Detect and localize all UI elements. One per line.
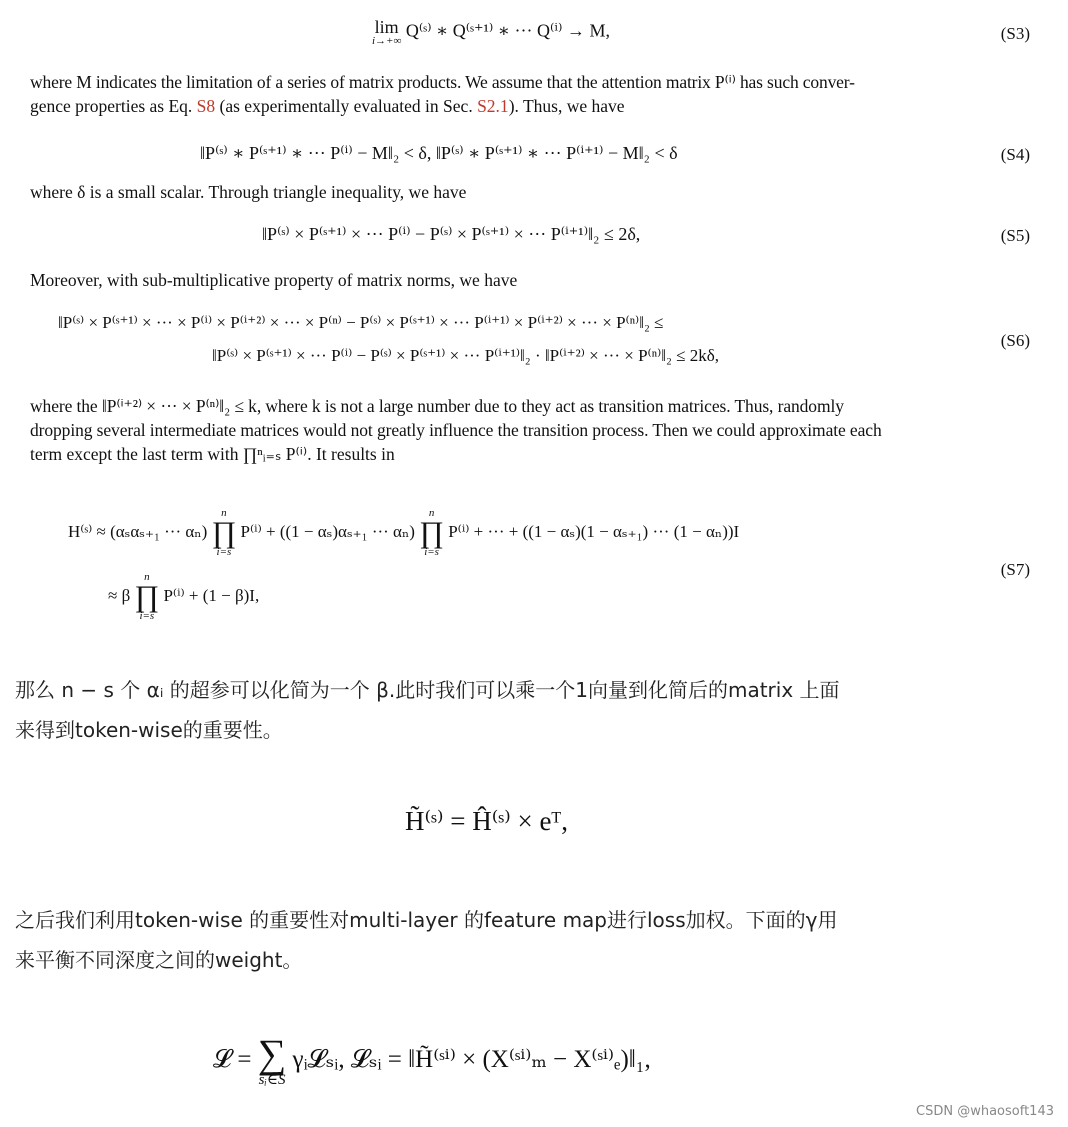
product-symbol: n ∏ i=s xyxy=(419,507,444,558)
chinese-paragraph-2-line-1: 之后我们利用token-wise 的重要性对multi-layer 的feature map进行loss加权。下面的γ用 xyxy=(15,908,838,932)
equation-h-tilde: H̃⁽ˢ⁾ = Ĥ⁽ˢ⁾ × eᵀ, xyxy=(405,806,568,836)
equation-s5: ‖P⁽ˢ⁾ × P⁽ˢ⁺¹⁾ × ··· P⁽ⁱ⁾ − P⁽ˢ⁾ × P⁽ˢ⁺¹⁾ × ··· P⁽ⁱ⁺¹⁾‖₂ ≤ 2δ, xyxy=(262,224,641,244)
loss-right: γᵢ𝓛ₛᵢ, 𝓛ₛᵢ = ‖H̃⁽ˢⁱ⁾ × (X⁽ˢⁱ⁾ₘ − X⁽ˢⁱ⁾ₑ)‖₁, xyxy=(292,1046,651,1074)
product-symbol: n ∏ i=s xyxy=(134,571,160,622)
product-symbol: n ∏ i=s xyxy=(211,507,237,558)
paragraph-1-text: (as experimentally evaluated in Sec. xyxy=(215,96,478,116)
equation-s7-part: P⁽ⁱ⁾ + ((1 − αₛ)αₛ₊₁ ··· αₙ) xyxy=(240,521,415,541)
watermark: CSDN @whaosoft143 xyxy=(916,1104,1054,1119)
equation-s7-line-1 xyxy=(68,508,739,558)
paragraph-1-line-2 xyxy=(30,94,1035,118)
equation-number-s5: (S5) xyxy=(1000,226,1030,245)
paragraph-1-line-1: where M indicates the limitation of a series of matrix products. We assume that the attention matrix P⁽ⁱ⁾ has such conver- xyxy=(30,72,855,92)
equation-s7-part: ≈ β xyxy=(108,585,131,605)
equation-s3-body: Q⁽ˢ⁾ ∗ Q⁽ˢ⁺¹⁾ ∗ ··· Q⁽ⁱ⁾ → M, xyxy=(405,20,610,41)
equation-loss xyxy=(213,1031,651,1088)
product-upper: n xyxy=(221,507,227,519)
paragraph-4-line-2: dropping several intermediate matrices would not greatly influence the transition process. Then we could approximate each xyxy=(30,420,882,440)
paragraph-1-text: gence properties as Eq. xyxy=(30,96,197,116)
product-lower: i=s xyxy=(139,610,155,622)
paragraph-1 xyxy=(30,70,1035,118)
equation-s4: ‖P⁽ˢ⁾ ∗ P⁽ˢ⁺¹⁾ ∗ ··· P⁽ⁱ⁾ − M‖₂ < δ, ‖P⁽ˢ⁾ ∗ P⁽ˢ⁺¹⁾ ∗ ··· P⁽ⁱ⁺¹⁾ − M‖₂ < δ xyxy=(200,143,678,163)
chinese-paragraph-2-line-2: 来平衡不同深度之间的weight。 xyxy=(15,948,303,972)
eq-ref-link[interactable]: S8 xyxy=(196,96,216,116)
equation-s7-line-2 xyxy=(108,572,259,622)
chinese-paragraph-1-line-2: 来得到token-wise的重要性。 xyxy=(15,718,283,742)
equation-number-s6: (S6) xyxy=(1000,331,1030,350)
sum-symbol xyxy=(257,1031,287,1088)
equation-number-s3: (S3) xyxy=(1000,24,1030,43)
equation-s7-part: H⁽ˢ⁾ ≈ (αₛαₛ₊₁ ··· αₙ) xyxy=(68,521,208,541)
lim-label: lim xyxy=(374,17,399,37)
sum-lower: sᵢ∈S xyxy=(258,1072,286,1088)
paragraph-4 xyxy=(30,394,1035,466)
product-upper: n xyxy=(144,571,150,583)
paragraph-1-text: ). Thus, we have xyxy=(508,96,625,116)
equation-s7-part: P⁽ⁱ⁾ + ··· + ((1 − αₛ)(1 − αₛ₊₁) ··· (1 − αₙ))I xyxy=(448,521,740,541)
sum-glyph: ∑ xyxy=(257,1031,287,1076)
equation-s7-part: P⁽ⁱ⁾ + (1 − β)I, xyxy=(163,585,260,605)
paragraph-2: where δ is a small scalar. Through triangle inequality, we have xyxy=(30,182,467,202)
paragraph-3: Moreover, with sub-multiplicative property of matrix norms, we have xyxy=(30,270,518,290)
product-lower: i=s xyxy=(424,546,439,558)
equation-s6-line-2: ‖P⁽ˢ⁾ × P⁽ˢ⁺¹⁾ × ··· P⁽ⁱ⁾ − P⁽ˢ⁾ × P⁽ˢ⁺¹⁾ × ··· P⁽ⁱ⁺¹⁾‖₂ · ‖P⁽ⁱ⁺²⁾ × ··· × P⁽ⁿ⁾‖₂ ≤ 2kδ, xyxy=(212,346,720,365)
product-upper: n xyxy=(428,507,435,519)
paragraph-4-line-1: where the ‖P⁽ⁱ⁺²⁾ × ··· × P⁽ⁿ⁾‖₂ ≤ k, where k is not a large number due to they act as transition matrices. Thus, randomly xyxy=(30,396,844,416)
product-lower: i=s xyxy=(216,546,232,558)
loss-left: 𝓛 = xyxy=(213,1046,252,1074)
equation-s6-line-1: ‖P⁽ˢ⁾ × P⁽ˢ⁺¹⁾ × ··· × P⁽ⁱ⁾ × P⁽ⁱ⁺²⁾ × ··· × P⁽ⁿ⁾ − P⁽ˢ⁾ × P⁽ˢ⁺¹⁾ × ··· P⁽ⁱ⁺¹⁾ × P⁽ⁱ⁺²⁾ × ··· × P⁽ⁿ⁾‖₂ ≤ xyxy=(58,313,664,332)
lim-subscript: i→+∞ xyxy=(372,35,402,47)
chinese-paragraph-1-line-1: 那么 n − s 个 αᵢ 的超参可以化简为一个 β.此时我们可以乘一个1向量到化简后的matrix 上面 xyxy=(15,678,840,702)
equation-s3 xyxy=(372,18,610,47)
chinese-paragraph-2 xyxy=(15,900,1060,980)
equation-number-s4: (S4) xyxy=(1000,145,1030,164)
section-ref-link[interactable]: S2.1 xyxy=(477,96,509,116)
equation-number-s7: (S7) xyxy=(1000,560,1030,579)
paragraph-4-line-3: term except the last term with ∏ⁿᵢ₌ₛ P⁽ⁱ⁾. It results in xyxy=(30,444,395,464)
chinese-paragraph-1 xyxy=(15,670,1060,750)
